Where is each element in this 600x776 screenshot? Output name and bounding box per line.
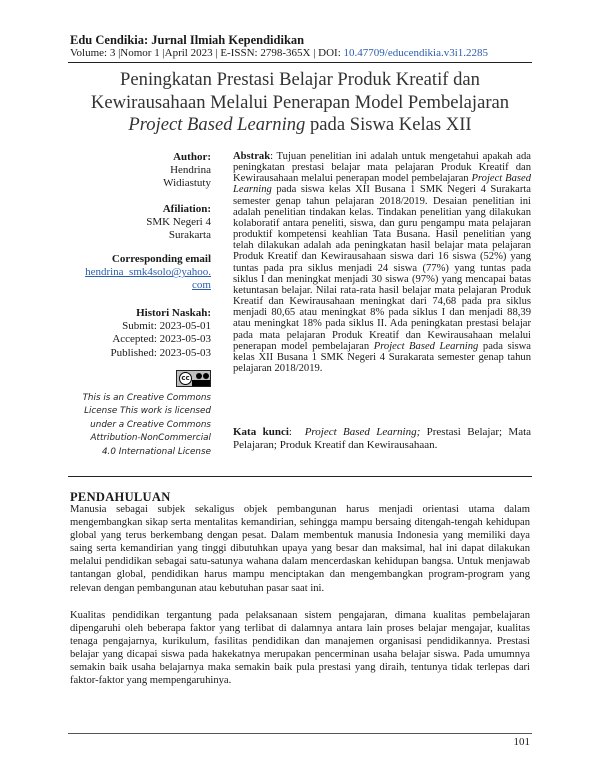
affiliation-line-1: SMK Negeri 4 bbox=[146, 216, 211, 229]
submit-date: Submit: 2023-05-01 bbox=[122, 320, 211, 333]
section-rule bbox=[68, 476, 532, 477]
keywords-italic: Project Based Learning; bbox=[304, 426, 421, 438]
cc-logo-icon: cc bbox=[179, 372, 192, 385]
author-name-1: Hendrina bbox=[170, 164, 211, 177]
history-label: Histori Naskah: bbox=[136, 307, 211, 319]
nc-icon bbox=[203, 373, 209, 379]
section-title: PENDAHULUAN bbox=[70, 490, 171, 504]
article-title bbox=[70, 69, 530, 137]
body-paragraph-2: Kualitas pendidikan tergantung pada pelaksanaan sistem pengajaran, dimana kualitas pembelajaran dipengaruhi oleh beberapa faktor yang terlibat di dalamnya antara lain proses belajar mengajar, kualitas tenaga pengajarnya, kurikulum, fasilitas pendidikan dan manajemen organisasi pendidikannya. Prestasi belajar yang dicapai siswa pada hakekatnya merupakan pencerminan usaha belajar siswa. Pada umumnya semakin baik usaha belajarnya maka semakin baik pula prestasi yang diraih, tentunya tidak terlepas dari faktor-faktor yang mempengaruhinya. bbox=[70, 610, 530, 687]
keywords-label: Kata kunci bbox=[233, 426, 289, 438]
keywords-rest: Prestasi Belajar; Mata Pelajaran; Produk Kreatif dan Kewirausahaan. bbox=[233, 426, 532, 451]
accepted-date: Accepted: 2023-05-03 bbox=[112, 333, 211, 346]
author-block bbox=[70, 151, 211, 191]
keywords: Kata kunci: Project Based Learning; Prestasi Belajar; Mata Pelajaran; Produk Kreatif dan Kewirausahaan. bbox=[233, 426, 532, 451]
title-line-3 bbox=[70, 114, 530, 137]
abstract-italic-2: Project Based Learning bbox=[373, 340, 479, 352]
cc-license-icon[interactable] bbox=[176, 370, 211, 387]
license-line-5: 4.0 International License bbox=[101, 446, 211, 457]
license-text bbox=[70, 392, 211, 459]
affiliation-line-2: Surakarta bbox=[168, 229, 211, 242]
affiliation-block bbox=[70, 203, 211, 243]
page-number: 101 bbox=[513, 736, 530, 748]
abstract-label: Abstrak bbox=[233, 151, 271, 162]
author-label: Author: bbox=[173, 151, 211, 163]
abstract-text-1: : Tujuan penelitian ini adalah untuk mengetahui apakah ada peningkatan prestasi belajar mata pelajaran Produk Kreatif dan Kewirausahaan melalui penerapan model pembelajaran bbox=[233, 151, 531, 185]
title-rest: pada Siswa Kelas XII bbox=[305, 114, 472, 135]
email-link-line-1[interactable]: hendrina_smk4solo@yahoo. bbox=[85, 266, 211, 279]
journal-meta-text: Volume: 3 |Nomor 1 |April 2023 | E-ISSN: 2798-365X | DOI: bbox=[70, 47, 344, 59]
title-italic: Project Based Learning bbox=[128, 114, 306, 135]
title-line-1: Peningkatan Prestasi Belajar Produk Kreatif dan bbox=[120, 69, 480, 90]
doi-link[interactable]: 10.47709/educendikia.v3i1.2285 bbox=[343, 47, 489, 59]
license-line-2: License This work is licensed bbox=[84, 406, 211, 417]
body-paragraph-1: Manusia sebagai subjek sekaligus objek pembangunan harus menjadi orientasi utama dalam mengembangkan sikap serta mentalitas kemandirian, sehingga mampu bersaing ditengah-tengah kehidupan global yang terus berkembang dengan pesat. Dalam membentuk manusia Indonesia yang memiliki daya saing serta kemandirian yang tinggi dibutuhkan upaya yang besar dan maksimal, hal ini dapat dilakukan melalui pendidikan sebagai satu-satunya wahana dalam mencerdaskan kehidupan bangsa. Untuk menjawab tantangan global, pendidikan harus mampu menciptakan dan mengembangkan program-program yang relevan dengan pembangunan atau kebutuhan pasar saat ini. bbox=[70, 504, 530, 594]
email-block bbox=[70, 253, 211, 293]
affiliation-label: Afiliation: bbox=[162, 203, 211, 215]
journal-name: Edu Cendikia: Jurnal Ilmiah Kependidikan bbox=[70, 33, 305, 47]
license-line-4: Attribution-NonCommercial bbox=[90, 433, 211, 444]
journal-meta bbox=[70, 47, 488, 59]
license-line-1: This is an Creative Commons bbox=[82, 393, 211, 403]
header-rule bbox=[68, 62, 532, 63]
license-line-3: under a Creative Commons bbox=[90, 419, 211, 430]
abstract-text-2: pada siswa kelas XII Busana 1 SMK Negeri 4 Surakarta semester genap tahun pelajaran 2018/2019. Desaian penelitian ini adalah penelitian tindakan kelas. Tindakan penelitian yang dilakukan kolaboratif antara peneliti, siswa, dan guru pengampu mata pelajaran produktif kompetensi keahlian Tata Busana. Hasil penelitian yang telah dilakukan adalah ada peningkatan hasil belajar mata pelajaran Produk Kreatif dan Kewirausahaan siswa dari 16 siswa (52%) yang tuntas pada pra siklus menjadi 24 siswa (77%) yang tuntas pada siklus I dan meningkat menjadi 30 siswa (97%) yang mencapai batas ketuntasan belajar. Nilai rata-rata hasil belajar mata pelajaran Produk Kreatif dan Kewirausahaan meningkat dari 74,68 pada pra siklus menjadi 80,65 atau meningkat 8% pada siklus I dan menjadi 88,39 atau meningkat 18% pada siklus II. Ada peningkatan prestasi belajar pada mata pelajaran Produk Kreatif dan Kewirausahaan melalui penerapan model pembelajaran bbox=[233, 184, 531, 352]
abstract-text-3: pada siswa kelas XII Busana 1 SMK Negeri 4 Surakarata semester genap tahun pelajaran 2018/2019. bbox=[233, 340, 531, 374]
email-label: Corresponding email bbox=[111, 253, 211, 265]
history-block bbox=[70, 307, 211, 360]
title-line-2: Kewirausahaan Melalui Penerapan Model Pembelajaran bbox=[90, 91, 510, 113]
email-link-line-2[interactable]: com bbox=[192, 279, 211, 292]
footer-rule bbox=[68, 733, 532, 734]
abstract bbox=[233, 151, 531, 374]
by-icon bbox=[196, 373, 202, 379]
published-date: Published: 2023-05-03 bbox=[110, 346, 211, 359]
cc-badge-strip bbox=[192, 380, 210, 386]
author-name-2: Widiastuty bbox=[163, 177, 211, 190]
abstract-italic-1: Project Based Learning bbox=[233, 173, 531, 196]
